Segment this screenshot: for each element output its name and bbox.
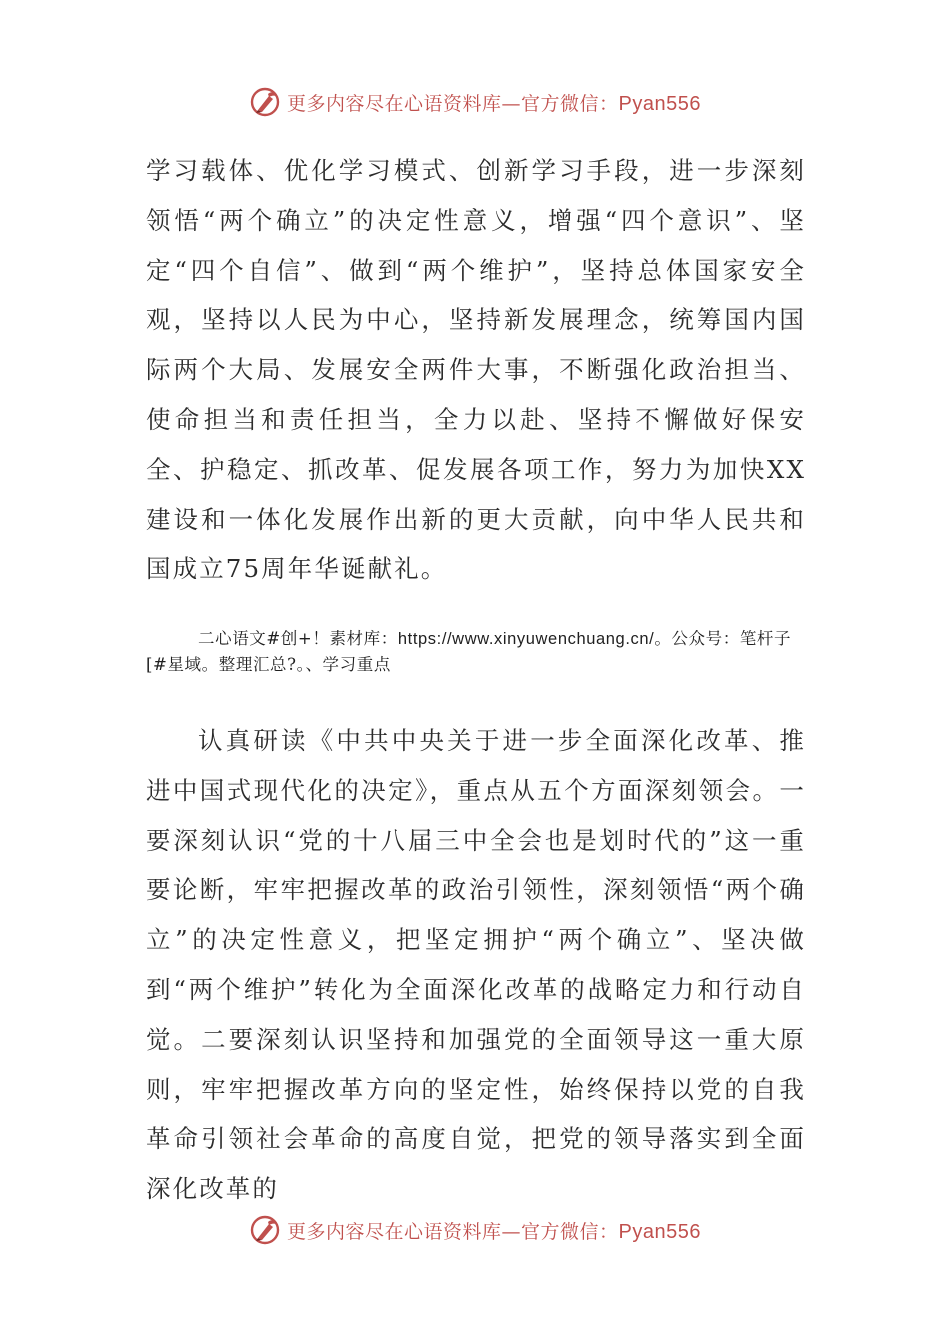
pen-nib-icon <box>249 86 281 118</box>
footer-banner <box>0 1210 950 1250</box>
banner-slogan: 更多内容尽在心语资料库 <box>287 1220 502 1243</box>
banner-account-id: Pyan556 <box>618 92 701 115</box>
banner-account-id: Pyan556 <box>618 1220 701 1243</box>
body-paragraph-1: 学习载体、优化学习模式、创新学习手段，进一步深刻领悟“两个确立”的决定性意义，增强“四个意识”、坚定“四个自信”、做到“两个维护”，坚持总体国家安全观，坚持以人民为中心，坚持新发展理念，统筹国内国际两个大局、发展安全两件大事，不断强化政治担当、使命担当和责任担当，全力以赴、坚持不懈做好保安全、护稳定、抓改革、促发展各项工作，努力为加快XX建设和一体化发展作出新的更大贡献，向中华人民共和国成立75周年华诞献礼。 <box>146 156 806 584</box>
banner-account-label: 官方微信： <box>521 1220 619 1243</box>
source-note <box>146 626 806 677</box>
header-banner <box>0 82 950 122</box>
banner-text <box>287 89 701 116</box>
banner-text <box>287 1217 701 1244</box>
note-prefix: 二心语文#创+！素材库： <box>198 629 398 648</box>
banner-separator: — <box>501 92 522 115</box>
pen-nib-icon <box>249 1214 281 1246</box>
body-paragraph-2-container <box>146 716 806 1214</box>
note-url: https://www.xinyuwenchuang.cn/ <box>397 630 655 648</box>
body-paragraph-2: 认真研读《中共中央关于进一步全面深化改革、推进中国式现代化的决定》，重点从五个方面深刻领会。一要深刻认识“党的十八届三中全会也是划时代的”这一重要论断，牢牢把握改革的政治引领性，深刻领悟“两个确立”的决定性意义，把坚定拥护“两个确立”、坚决做到“两个维护”转化为全面深化改革的战略定力和行动自觉。二要深刻认识坚持和加强党的全面领导这一重大原则，牢牢把握改革方向的坚定性，始终保持以党的自我革命引领社会革命的高度自觉，把党的领导落实到全面深化改革的 <box>146 726 806 1204</box>
banner-separator: — <box>501 1220 522 1243</box>
note-suffix: 。公众号：笔杆子[#星域。整理汇总?。、学习重点 <box>146 629 792 674</box>
body-paragraph-1-container <box>146 146 806 594</box>
banner-slogan: 更多内容尽在心语资料库 <box>287 92 502 115</box>
banner-account-label: 官方微信： <box>521 92 619 115</box>
